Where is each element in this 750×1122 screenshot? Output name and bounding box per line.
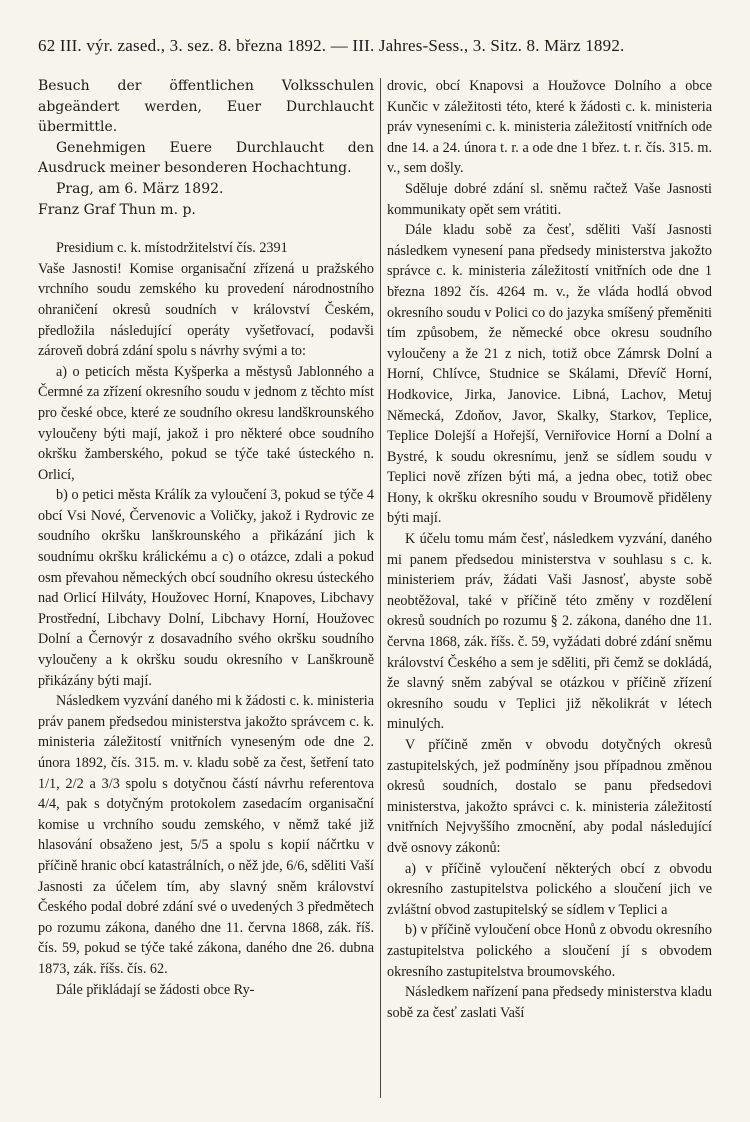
paragraph: a) v příčině vyloučení některých obcí z obvodu okresního zastupitelstva polického a sloučení jich ve zvláštní obvod zastupitelský se sídlem v Teplici a: [387, 860, 712, 918]
paragraph: Presidium c. k. místodržitelství čís. 2391: [56, 240, 288, 257]
spacer: [38, 220, 374, 238]
paragraph: Dále přikládají se žádosti obce Ry-: [56, 981, 255, 998]
paragraph: a) o peticích města Kyšperka a městysů Jablonného a Čermné za zřízení okresního soudu v jednom z těchto míst pro české obce, které ze soudního okresu landškrounského vyloučeny býti mají, jakož i pro některé obce soudního okršku žamberského, pokud se týče také ústeckého n. Orlicí,: [38, 363, 374, 483]
paragraph: Následkem nařízení pana předsedy ministerstva kladu sobě za česť zaslati Vaší: [387, 984, 712, 1021]
paragraph: V příčině změn v obvodu dotyčných okresů zastupitelských, jež podmíněny jsou případnou změnou okresů soudních, dostalo se panu předsedovi ministerstva, jakožto správci c. k. ministeria záležitostí vnitřních Nejvyššího zmocnění, aby podal následující dvě osnovy zákonů:: [387, 737, 712, 856]
signature-place-date: Prag, am 6. März 1892.: [56, 180, 224, 197]
paragraph: Sděluje dobré zdání sl. sněmu račtež Vaše Jasnosti kommunikaty opět sem vrátiti.: [387, 180, 712, 218]
column-divider: [380, 78, 381, 1098]
paragraph: drovic, obcí Knapovsi a Houžovce Dolního a obce Kunčic v záležitosti této, které k žádosti c. k. ministeria práv vyneseními c. k. ministeria záležitostí vnitřních ode dne 14. a 24. února t. r. a ode dne 1 břez. t. r. čís. 315. m. v., sem došly.: [387, 78, 712, 177]
page-header: 62 III. výr. zased., 3. sez. 8. března 1892. — III. Jahres-Sess., 3. Sitz. 8. März 1892.: [38, 36, 625, 55]
paragraph: Dále kladu sobě za česť, sděliti Vaší Jasnosti následkem vynesení pana předsedy ministerstva jakožto správce c. k. ministeria záležitostí vnitřních ode dne 1 března 1892 čís. 4264 m. v., že vláda hodlá obvod okresního soudu v Polici co do jazyka smíšený přeměniti tím způsobem, že německé obce okresu soudního vyloučeny a že 21 z nich, totiž obce Zámrsk Dolní a Horní, Chlívce, Studnice se Skálami, Dřevíč Horní, Hodkovice, Jirka, Janovice. Libná, Lachov, Metuj Německá, Zdoňov, Javor, Skalky, Starkov, Teplice, Teplice Dolejší a Hořejší, Verniřovice Horní a Dolní a Bystré, k soudu okresnímu, jenž se sídlem soudu v Teplici nově zřízen býti má, a jedna obec, totiž obec Hony, k okršku okresního soudu v Broumově přiděleny býti mají.: [387, 222, 712, 527]
paragraph: K účelu tomu mám česť, následkem vyzvání, daného mi panem předsedou ministerstva v souhlasu s c. k. ministeriem práv, žádati Vaši Jasnosť, abyste sobě neobtěžoval, také v příčině této změny v rozdělení okresů soudních po rozumu § 2. zákona, daného dne 11. června 1868, zák. říšs. č. 59, vyžádati dobré zdání sněmu království Českého a sem je sděliti, při čemž se dokládá, že slavný sněm zabýval se otázkou v příčině zřízení okresního soudu v Teplici již několikrát v létech minulých.: [387, 531, 712, 733]
paragraph: b) o petici města Králík za vyloučení 3, pokud se týče 4 obcí Vsi Nové, Červenovic a Voličky, jakož i Rydrovic ze soudního okršku lanškrounského a přikázání jich k soudnímu okršku králickému a c) o otázce, zdali a pokud osm převahou německých obcí soudního okresu ústeckého nad Orlicí Hilváty, Houžovec Horní, Knapoves, Libchavy Prostřední, Libchavy Dolní, Libchavy Horní, Houžovec Dolní a Černovýr z dosavadního svého okršku soudního vyloučeny a k okršku soudu okresního v Lanškrouně přikázány býti mají.: [38, 487, 374, 689]
paragraph: Vaše Jasnosti! Komise organisační zřízená u pražského vrchního soudu zemského ku provedení národnostního ohraničení okresů soudních v království Českém, předložila následující operáty vyšetřovací, podavši zároveň dobrá zdání spolu s návrhy svými a to:: [38, 260, 374, 360]
right-column: [387, 76, 712, 1023]
paragraph: Následkem vyzvání daného mi k žádosti c. k. ministeria práv panem předsedou ministerstva jakožto správcem c. k. ministeria záležitostí vnitřních vyneseným ode dne 2. února 1892, čís. 315. m. v. kladu sobě za čest, šetření tato 1/1, 2/2 a 3/3 spolu s dotyčnou částí návrhu referentova 4/4, pak s dotyčným protokolem zasedacím organisační komise u vrchního soudu zemského, v němž také již hlasování obsaženo jest, 5/5 a spolu s kopií náčrtku v příčině hranic obcí katastrálních, o něž jde, 6/6, sděliti Vaší Jasnosti za účelem tím, aby slavný sněm království Českého podal dobré zdání své o uvedených 3 předmětech po rozumu zákona, daného dne 11. června 1868, zák. říš. čís. 59, pokud se týče také zákona, daného dne 26. dubna 1873, zák. říšs. čís. 62.: [38, 693, 374, 977]
left-column: [38, 76, 374, 1000]
paragraph: b) v příčině vyloučení obce Honů z obvodu okresního zastupitelstva polického a sloučení jí s obvodem okresního zastupitelstva broumovského.: [387, 922, 712, 980]
paragraph: Besuch der öffentlichen Volksschulen abgeändert werden, Euer Durchlaucht übermittle.: [38, 78, 374, 136]
paragraph: Genehmigen Euere Durchlaucht den Ausdruck meiner besonderen Hochachtung.: [38, 139, 374, 177]
signature-name: Franz Graf Thun m. p.: [38, 201, 196, 218]
